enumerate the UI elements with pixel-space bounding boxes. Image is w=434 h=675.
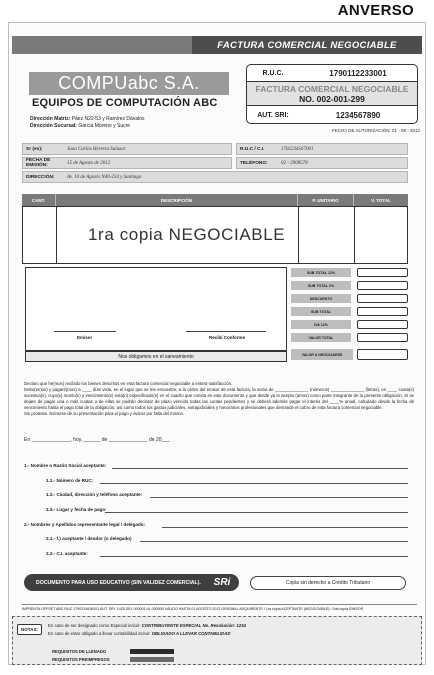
emission-date-value[interactable]: 15 de Agosto de 2012 xyxy=(67,160,111,166)
banner-title: FACTURA COMERCIAL NEGOCIABLE xyxy=(192,36,422,54)
header-precio-unitario: P. UNITARIO xyxy=(298,194,354,206)
iva-field[interactable] xyxy=(357,320,408,329)
note-especial xyxy=(48,623,246,628)
saneamiento-note: Nos obligamos en el saneamiento xyxy=(25,351,287,362)
firma-aceptante-line[interactable] xyxy=(140,541,408,542)
ci-aceptante-label: 2.2.- C.I. aceptante: xyxy=(46,551,88,556)
req-llenado-label: REQUISITOS DE LLENADO xyxy=(52,649,107,654)
column-divider xyxy=(298,207,299,263)
aut-row xyxy=(247,108,417,122)
ci-aceptante-line[interactable] xyxy=(100,556,408,557)
notes-label: NOTAS: xyxy=(17,624,42,635)
note-especial-value: CONTRIBUYENTE ESPECIAL No. Resolución: 1234 xyxy=(141,623,246,628)
req-llenado-swatch xyxy=(130,649,174,654)
emisor-signature-line[interactable] xyxy=(54,331,116,332)
company-subtitle: EQUIPOS DE COMPUTACIÓN ABC xyxy=(32,97,218,109)
ruc-row xyxy=(247,66,417,80)
signature-box xyxy=(25,267,287,351)
column-divider xyxy=(354,207,355,263)
valor-negociable-label: VALOR A NEGOCIARSE xyxy=(291,349,353,360)
legal-closing: Sin protesta. Exímese de su presentación para el pago y avisos por falta del mismo. xyxy=(24,411,185,416)
client-ruc-value[interactable]: 1702234567001 xyxy=(281,146,314,152)
ruc-box xyxy=(246,64,418,124)
client-ruc-label: R.U.C / C.I. xyxy=(240,146,265,152)
client-ruc-row xyxy=(236,143,408,155)
sucursal-value: García Moreno y Sucre xyxy=(78,123,131,129)
lugar-pago-line[interactable] xyxy=(105,512,408,513)
razon-social-label: 1.- Nombre o Razón Social aceptante: xyxy=(24,463,107,468)
req-preimpresos-label: REQUISITOS PREIMPRESOS xyxy=(52,657,110,662)
phone-label: TELÉFONO: xyxy=(240,160,268,166)
doc-type-block xyxy=(247,81,417,106)
legal-body: Debo(emos) y pagaré(mos) a ____ días vista, en el lugar que se me encuentre, a la orden del emisor de esta factura, la suma de ______________ (números) ______________ (letras), en ____ cuota(s) sucesiva(s), cuyo(s) monto(s) y vencimiento(s) está(n) especificado(s) en el cuadro que consta en este documento y que desde ya lo acepto (amos) como parte integrante de la presente obligación. Si se dejare de pagar una o más cuotas o de ellas se podrán declarar de plazo vencido todas las cuotas pendientes y se deberá además pagar el interés del ____% anual, calculado desde la fecha de vencimiento hasta el pago total de la obligación, así como todos los gastos judiciales, extrajudiciales y honorarios profesionales que demande el cobro de esta factura comercial negociable. xyxy=(24,387,414,410)
matriz-value: Páez N22-53 y Ramírez Dávalos xyxy=(71,116,145,122)
subtotal-0-field[interactable] xyxy=(357,281,408,290)
note-especial-prefix: En caso de ser designado como Especial incluir: xyxy=(48,623,141,628)
emission-date-row xyxy=(22,157,232,169)
header-descripcion: DESCRIPCIÓN xyxy=(56,194,298,206)
descuento-field[interactable] xyxy=(357,294,408,303)
iva-label: IVA 12% xyxy=(291,320,351,329)
copy-watermark: 1ra copia NEGOCIABLE xyxy=(88,225,286,244)
ruc-aceptante-label: 1.1.- Número de RUC: xyxy=(46,478,94,483)
firma-aceptante-label: 2.1.- f.) aceptante / deudor (o delegado) xyxy=(46,536,132,541)
ruc-value: 1790112233001 xyxy=(329,68,387,78)
subtotal-12-field[interactable] xyxy=(357,268,408,277)
sri-logo: SRi xyxy=(213,576,231,588)
valor-negociable-field[interactable] xyxy=(357,349,408,360)
matriz-label: Dirección Matriz: xyxy=(30,116,71,122)
lugar-pago-label: 1.3.- Lugar y fecha de pago: xyxy=(46,507,107,512)
column-divider xyxy=(56,207,57,263)
address-row xyxy=(22,171,408,183)
ciudad-line[interactable] xyxy=(150,497,408,498)
subtotal-field[interactable] xyxy=(357,307,408,316)
sucursal-label: Dirección Sucursal: xyxy=(30,123,77,129)
client-name-label: Sr (es): xyxy=(26,146,43,152)
printer-info: IMPRENTA OFFSET ABC RUC 1790234816001 AUT. SRI. 1425 DEL 000001 AL 000500 VÁLIDO HASTA 01 AGOSTO 2013 ORIGINAL ADQUIRENTE / 1ra copia ACEPTANTE (NEGOCIABLE) / 2da copia EMISOR xyxy=(22,604,417,611)
place-date-line[interactable]: En ______________, hoy, ______ de ______________ de 20___ xyxy=(24,437,170,443)
aut-value: 1234567890 xyxy=(335,110,381,120)
phone-row xyxy=(236,157,408,169)
copy-note: Copia sin derecho a Crédito Tributario xyxy=(250,576,406,590)
req-preimpresos-swatch xyxy=(130,657,174,662)
aut-label: AUT. SRI: xyxy=(257,111,289,119)
address-value[interactable]: Av. 10 de Agosto N40-234 y Santiago xyxy=(67,174,142,180)
descuento-label: DESCUENTO xyxy=(291,294,351,303)
title-banner xyxy=(12,36,422,54)
representante-line[interactable] xyxy=(162,527,408,528)
doc-number: NO. 002-001-299 xyxy=(299,94,365,104)
emission-date-label: FECHA DE EMISIÓN: xyxy=(26,158,51,168)
header-cantidad: CANT. xyxy=(22,194,56,206)
doc-type: FACTURA COMERCIAL NEGOCIABLE xyxy=(255,84,409,94)
recibi-signature-line[interactable] xyxy=(186,331,266,332)
phone-value[interactable]: 02 - 2908578 xyxy=(281,160,308,166)
razon-social-line[interactable] xyxy=(112,468,408,469)
company-logo: COMPUabc S.A. xyxy=(29,72,229,95)
matriz-address xyxy=(30,116,145,122)
subtotal-12-label: SUB TOTAL 12% xyxy=(291,268,351,277)
educational-use-text: DOCUMENTO PARA USO EDUCATIVO (SIN VALIDEZ COMERCIAL). xyxy=(36,579,201,586)
address-label: DIRECCIÓN: xyxy=(26,174,55,180)
ruc-aceptante-line[interactable] xyxy=(100,483,408,484)
items-table-header xyxy=(22,194,408,206)
ruc-label: R.U.C. xyxy=(262,69,284,77)
note-contabilidad xyxy=(48,631,230,636)
client-name-value[interactable]: Juan Carlos Herrera Salazar xyxy=(67,146,126,152)
emisor-label: Emisor xyxy=(77,335,93,340)
legal-intro: Declaro que he(mos) recibido los bienes descritos en esta factura comercial negociable a entera satisfacción. xyxy=(24,381,233,386)
legal-text xyxy=(24,381,414,417)
ciudad-label: 1.2.- Ciudad, dirección y teléfono aceptante: xyxy=(46,492,143,497)
subtotal-label: SUB TOTAL xyxy=(291,307,351,316)
recibi-label: Recibí Conforme xyxy=(209,335,246,340)
representante-label: 2.- Nombres y Apellidos representante legal / delegado: xyxy=(24,522,146,527)
side-label: ANVERSO xyxy=(337,2,414,19)
header-valor-total: V. TOTAL xyxy=(371,197,391,203)
subtotal-0-label: SUB TOTAL 0% xyxy=(291,281,351,290)
client-name-row xyxy=(22,143,232,155)
sucursal-address xyxy=(30,123,130,129)
note-contabilidad-prefix: En caso de estar obligado a llevar contabilidad incluir: xyxy=(48,631,151,636)
valor-total-label: VALOR TOTAL xyxy=(291,333,351,342)
valor-total-field[interactable] xyxy=(357,333,408,342)
note-contabilidad-value: OBLIGADO A LLEVAR CONTABILIDAD xyxy=(151,631,231,636)
authorization-date: FECHA DE AUTORIZACIÓN: 01 - 08 - 2012 xyxy=(332,128,420,133)
